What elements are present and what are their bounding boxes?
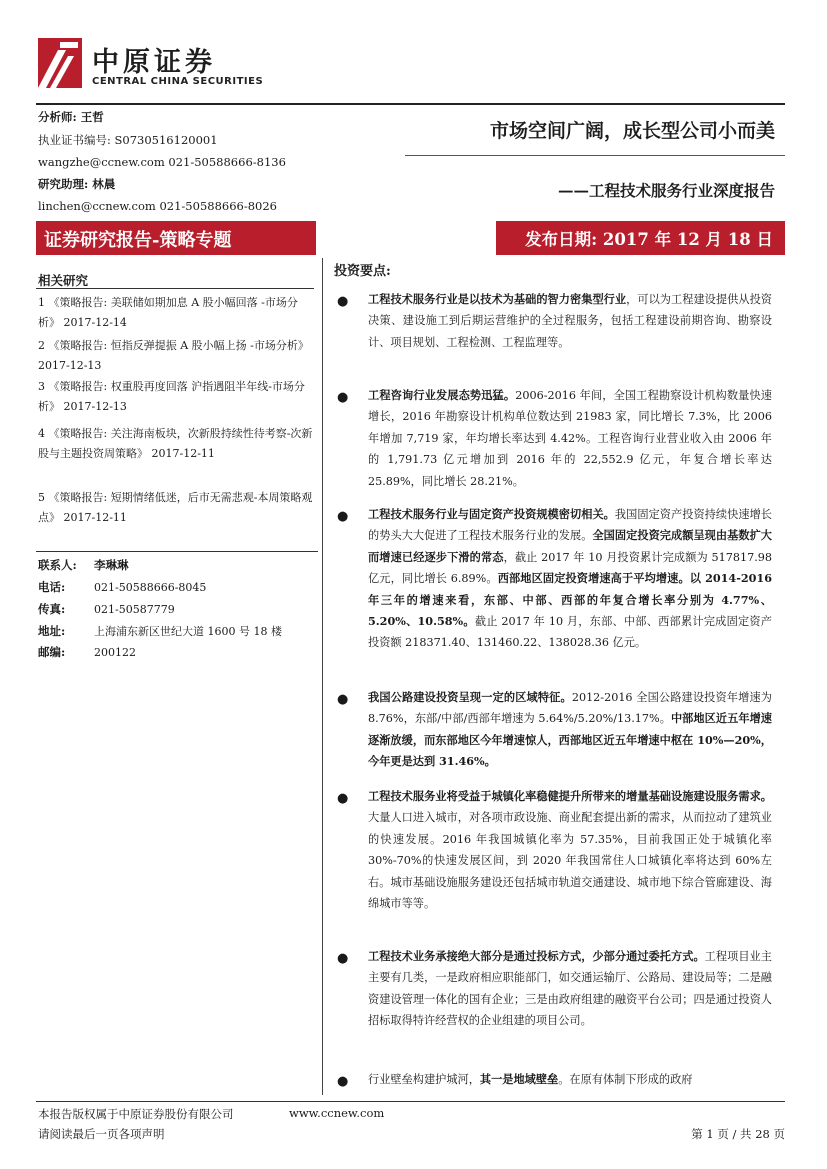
related-divider bbox=[36, 288, 314, 289]
contact-phone: 电话: 021-50588666-8045 bbox=[38, 580, 207, 594]
footer-divider bbox=[36, 1101, 785, 1102]
assistant-contact: linchen@ccnew.com 021-50588666-8026 bbox=[38, 199, 277, 213]
key-point-1: 工程技术服务行业是以技术为基础的智力密集型行业，可以为工程建设提供从投资决策、建设施工到后期运营维护的全过程服务，包括工程建设前期咨询、勘察设计、项目规划、工程检测、工程监理等。 bbox=[368, 292, 772, 349]
column-divider bbox=[322, 258, 323, 1095]
bullet-icon: ● bbox=[337, 1074, 349, 1089]
key-point-4: 我国公路建设投资呈现一定的区域特征。2012-2016 全国公路建设投资年增速为 8.76%，东部/中部/西部年增速为 5.64%/5.20%/13.17%。中部地区近五年增速逐渐放缓，而东部地区今年增速惊人，西部地区近五年增速中枢在 10%—20%，今年更是达到 31.46%。 bbox=[368, 690, 772, 769]
related-item[interactable]: 5 《策略报告: 短期情绪低迷，后市无需悲观-本周策略观点》 2017-12-11 bbox=[38, 491, 313, 524]
key-point-2: 工程咨询行业发展态势迅猛。2006-2016 年间，全国工程勘察设计机构数量快速增长，2016 年勘察设计机构单位数达到 21983 家，同比增长 7.3%，比 2006 年增加 7,719 家，年均增长率达到 4.42%。工程咨询行业营业收入由 2006 年的 1,791.73 亿元增加到 2016 年的 22,552.9 亿元，年复合增长率达 25.89%，同比增长 28.21%。 bbox=[368, 388, 772, 488]
license-number: 执业证书编号: S0730516120001 bbox=[38, 133, 218, 147]
contact-fax: 传真: 021-50587779 bbox=[38, 602, 175, 616]
footer-website[interactable]: www.ccnew.com bbox=[289, 1106, 385, 1120]
related-research-title: 相关研究 bbox=[38, 273, 89, 288]
contact-divider bbox=[36, 551, 318, 552]
bullet-icon: ● bbox=[337, 951, 349, 966]
company-logo-icon bbox=[38, 38, 82, 88]
bullet-icon: ● bbox=[337, 692, 349, 707]
report-type-banner: 证券研究报告-策略专题 bbox=[36, 221, 316, 255]
bullet-icon: ● bbox=[337, 294, 349, 309]
key-points-title: 投资要点: bbox=[334, 264, 391, 279]
related-item[interactable]: 3 《策略报告: 权重股再度回落 沪指遇阻半年线-市场分析》 2017-12-13 bbox=[38, 380, 305, 413]
report-subtitle: ——工程技术服务行业深度报告 bbox=[557, 181, 775, 200]
contact-person: 联系人: 李琳琳 bbox=[38, 558, 129, 572]
contact-zip: 邮编: 200122 bbox=[38, 645, 136, 659]
bullet-icon: ● bbox=[337, 390, 349, 405]
key-point-5: 工程技术服务业将受益于城镇化率稳健提升所带来的增量基础设施建设服务需求。大量人口进入城市，对各项市政设施、商业配套提出新的需求，从而拉动了建筑业的快速发展。2016 年我国城镇化率为 57.35%，目前我国正处于城镇化率 30%-70%的快速发展区间，到 2020 年我国常住人口城镇化率将达到 60%左右。城市基础设施服务建设还包括城市轨道交通建设、城市地下综合管廊建设、海绵城市等等。 bbox=[368, 789, 772, 911]
report-main-title: 市场空间广阔，成长型公司小而美 bbox=[489, 120, 775, 142]
page-number: 第 1 页 / 共 28 页 bbox=[691, 1127, 785, 1141]
bullet-icon: ● bbox=[337, 509, 349, 524]
related-item[interactable]: 2 《策略报告: 恒指反弹提振 A 股小幅上扬 -市场分析》 2017-12-13 bbox=[38, 339, 309, 372]
bullet-icon: ● bbox=[337, 791, 349, 806]
publish-date-banner: 发布日期: 2017 年 12 月 18 日 bbox=[496, 221, 785, 255]
key-point-6: 工程技术业务承接绝大部分是通过投标方式，少部分通过委托方式。工程项目业主主要有几类，一是政府相应职能部门，如交通运输厅、公路局、建设局等；二是融资建设管理一体化的国有企业；三是由政府组建的融资平台公司；四是通过投资人招标取得特许经营权的企业组建的项目公司。 bbox=[368, 949, 772, 1028]
key-point-3: 工程技术服务行业与固定资产投资规模密切相关。我国固定资产投资持续快速增长的势头大大促进了工程技术服务行业的发展。全国固定投资完成额呈现由基数扩大而增速已经逐步下滑的常态，截止 2017 年 10 月投资累计完成额为 517817.98 亿元，同比增长 6.89%。西部地区固定投资增速高于平均增速。以 2014-2016 年三年的增速来看，东部、中部、西部的年复合增长率分别为 4.77%、5.20%、10.58%。截止 2017 年 10 月，东部、中部、西部累计完成固定资产投资额 218371.40、131460.22、138028.36 亿元。 bbox=[368, 507, 772, 650]
footer-disclaimer: 请阅读最后一页各项声明 bbox=[38, 1127, 165, 1141]
related-item[interactable]: 4 《策略报告: 关注海南板块，次新股持续性待考察-次新股与主题投资周策略》 2017-12-11 bbox=[38, 427, 313, 460]
logo-english-name: CENTRAL CHINA SECURITIES bbox=[92, 76, 264, 87]
assistant-name: 研究助理: 林晨 bbox=[38, 177, 116, 191]
title-divider bbox=[405, 155, 785, 156]
logo-chinese-name: 中原证券 bbox=[92, 47, 216, 78]
banner-gap bbox=[316, 221, 496, 255]
contact-address: 地址: 上海浦东新区世纪大道 1600 号 18 楼 bbox=[38, 624, 282, 638]
header-divider bbox=[36, 103, 785, 105]
related-item[interactable]: 1 《策略报告: 美联储如期加息 A 股小幅回落 -市场分析》 2017-12-14 bbox=[38, 296, 298, 329]
key-point-7: 行业壁垒构建护城河，其一是地域壁垒。在原有体制下形成的政府 bbox=[368, 1072, 693, 1086]
footer-copyright: 本报告版权属于中原证券股份有限公司 bbox=[38, 1107, 234, 1121]
analyst-name: 分析师: 王哲 bbox=[38, 110, 104, 124]
analyst-contact: wangzhe@ccnew.com 021-50588666-8136 bbox=[38, 155, 286, 169]
